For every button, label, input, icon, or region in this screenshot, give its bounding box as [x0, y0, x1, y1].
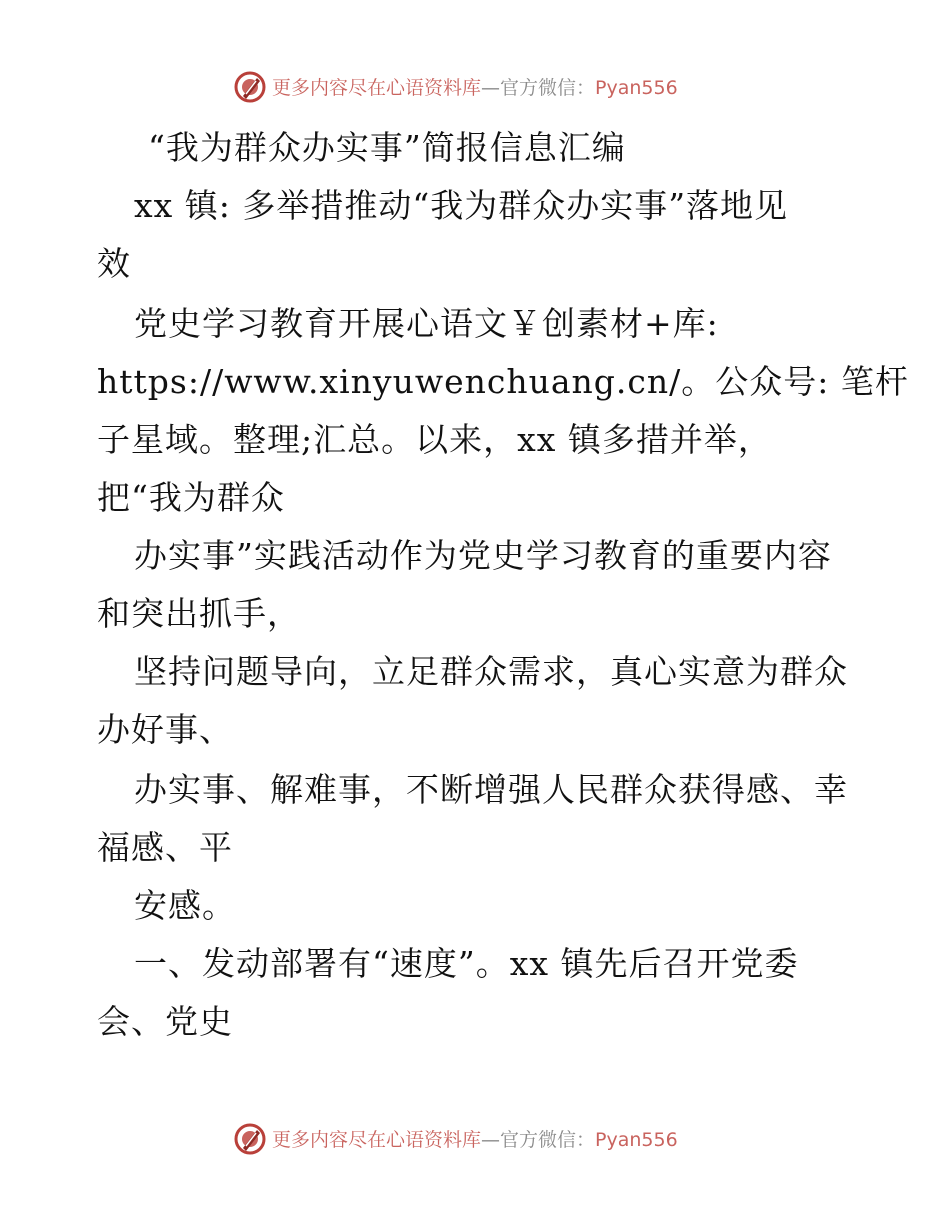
- banner-separator: —: [481, 1129, 501, 1151]
- banner-wechat-id: Pyan556: [595, 1129, 678, 1151]
- paragraph-line: 办好事、: [97, 710, 233, 749]
- paragraph-line: 子星域。整理;汇总。以来，xx 镇多措并举，: [97, 420, 772, 459]
- paragraph-line: 把“我为群众: [97, 478, 285, 517]
- banner-text: [272, 1128, 678, 1152]
- paragraph-line: 党史学习教育开展心语文￥创素材+库:: [134, 304, 719, 343]
- banner-wechat-id: Pyan556: [595, 77, 678, 99]
- footer-banner: [0, 1120, 950, 1160]
- paragraph-line: 福感、平: [97, 828, 233, 867]
- section-heading-line: 一、发动部署有“速度”。xx 镇先后召开党委: [134, 944, 799, 983]
- banner-text: [272, 76, 678, 100]
- subtitle-line-2: 效: [97, 244, 131, 283]
- banner-title: 更多内容尽在心语资料库: [272, 1129, 482, 1151]
- pen-logo-icon: [233, 70, 267, 104]
- paragraph-line-url: https://www.xinyuwenchuang.cn/。公众号: 笔杆: [97, 362, 909, 401]
- paragraph-line: 坚持问题导向，立足群众需求，真心实意为群众: [134, 652, 848, 691]
- paragraph-line: 办实事”实践活动作为党史学习教育的重要内容: [134, 536, 832, 575]
- paragraph-line: 会、党史: [97, 1002, 233, 1041]
- banner-wechat-label: 官方微信：: [500, 1129, 596, 1151]
- paragraph-line: 办实事、解难事，不断增强人民群众获得感、幸: [134, 770, 848, 809]
- banner-wechat-label: 官方微信：: [500, 77, 596, 99]
- banner-separator: —: [481, 77, 501, 99]
- header-banner: [0, 68, 950, 108]
- paragraph-line: 安感。: [134, 886, 236, 925]
- paragraph-line: 和突出抓手，: [97, 594, 301, 633]
- banner-title: 更多内容尽在心语资料库: [272, 77, 482, 99]
- subtitle-line-1: xx 镇: 多举措推动“我为群众办实事”落地见: [134, 186, 789, 225]
- document-title: “我为群众办实事”简报信息汇编: [148, 128, 626, 167]
- pen-logo-icon: [233, 1122, 267, 1156]
